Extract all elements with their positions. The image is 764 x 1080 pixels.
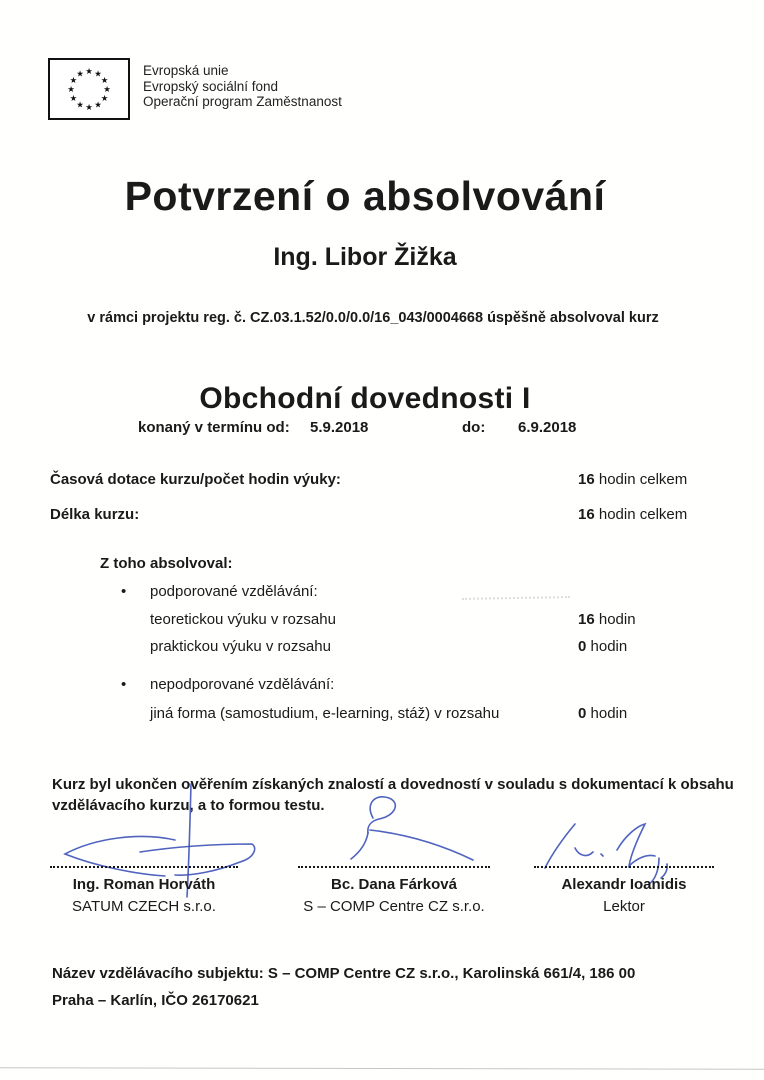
hours-number: 0 <box>578 638 587 655</box>
svg-text:★: ★ <box>85 66 93 76</box>
signature-dotted-line <box>298 866 490 868</box>
signatory-org: SATUM CZECH s.r.o. <box>72 898 216 915</box>
svg-text:★: ★ <box>103 84 111 94</box>
eu-flag-icon <box>48 58 130 120</box>
signature-dotted-line <box>50 866 238 868</box>
eu-program-text <box>143 58 342 120</box>
svg-text:★: ★ <box>69 75 78 85</box>
breakdown-item-label: teoretickou výuku v rozsahu <box>150 611 336 628</box>
svg-text:★: ★ <box>76 99 84 110</box>
scan-smudge-artifact <box>462 596 570 600</box>
signatory-org: S – COMP Centre CZ s.r.o. <box>303 898 485 915</box>
signatory-name: Bc. Dana Fárková <box>331 876 457 893</box>
breakdown-item-value <box>578 638 627 655</box>
term-to-date: 6.9.2018 <box>518 419 577 436</box>
hours-number: 16 <box>578 611 595 628</box>
project-registration-line: v rámci projektu reg. č. CZ.03.1.52/0.0/0.0/16_043/0004668 úspěšně absolvoval kurz <box>87 309 659 326</box>
hours-unit: hodin <box>590 638 628 655</box>
footer-line-2: Praha – Karlín, IČO 26170621 <box>52 992 259 1009</box>
breakdown-item-value <box>578 705 627 722</box>
eu-line-3: Operační program Zaměstnanost <box>143 94 342 109</box>
bullet-icon: • <box>121 583 127 600</box>
scanned-page-edge <box>0 1067 764 1070</box>
hours-number: 0 <box>578 705 587 722</box>
course-title: Obchodní dovednosti I <box>199 382 531 415</box>
hours-unit: hodin <box>598 611 636 628</box>
footer-line-1: Název vzdělávacího subjektu: S – COMP Centre CZ s.r.o., Karolinská 661/4, 186 00 <box>52 965 636 982</box>
summary-row-value <box>578 471 687 488</box>
hours-unit: hodin celkem <box>598 506 688 523</box>
hours-number: 16 <box>578 506 595 523</box>
hours-unit: hodin <box>590 705 628 722</box>
svg-text:★: ★ <box>94 68 102 79</box>
svg-text:★: ★ <box>100 75 109 85</box>
eu-logo-block <box>48 58 342 120</box>
eu-line-2: Evropský sociální fond <box>143 78 279 94</box>
page-title: Potvrzení o absolvování <box>124 173 606 220</box>
summary-row-label: Délka kurzu: <box>50 506 140 523</box>
summary-row-value <box>578 506 687 523</box>
eu-line-1: Evropská unie <box>143 63 229 78</box>
svg-text:★: ★ <box>67 84 75 94</box>
signature-block-3 <box>534 866 714 918</box>
closing-paragraph: Kurz byl ukončen ověřením získaných znalostí a dovedností v souladu s dokumentací k obsahu vzdělávacího kurzu, a to formou testu. <box>52 776 734 814</box>
term-from-date: 5.9.2018 <box>310 419 369 436</box>
svg-text:★: ★ <box>94 99 102 110</box>
signature-block-1 <box>50 866 238 918</box>
signatory-name: Ing. Roman Horváth <box>72 876 216 893</box>
breakdown-heading: Z toho absolvoval: <box>100 555 233 572</box>
hours-unit: hodin celkem <box>598 471 688 488</box>
svg-text:★: ★ <box>100 93 109 103</box>
breakdown-group-label: podporované vzdělávání: <box>150 583 318 600</box>
hours-number: 16 <box>578 471 595 488</box>
svg-text:★: ★ <box>76 68 84 79</box>
breakdown-group-label: nepodporované vzdělávání: <box>150 676 335 693</box>
signatory-org: Lektor <box>603 898 645 915</box>
recipient-name: Ing. Libor Žižka <box>273 242 457 271</box>
signatory-name: Alexandr Ioanidis <box>561 876 687 893</box>
signature-dotted-line <box>534 866 714 868</box>
breakdown-item-label: praktickou výuku v rozsahu <box>150 638 331 655</box>
signature-block-2 <box>298 866 490 918</box>
bullet-icon: • <box>121 676 127 693</box>
svg-text:★: ★ <box>85 102 93 112</box>
svg-text:★: ★ <box>69 93 78 103</box>
summary-row-label: Časová dotace kurzu/počet hodin výuky: <box>50 471 341 488</box>
term-to-label: do: <box>462 419 486 436</box>
term-from-label: konaný v termínu od: <box>138 419 290 436</box>
breakdown-item-value <box>578 611 636 628</box>
breakdown-item-label: jiná forma (samostudium, e-learning, stáž) v rozsahu <box>150 705 500 722</box>
training-subject-footer <box>52 960 742 1014</box>
